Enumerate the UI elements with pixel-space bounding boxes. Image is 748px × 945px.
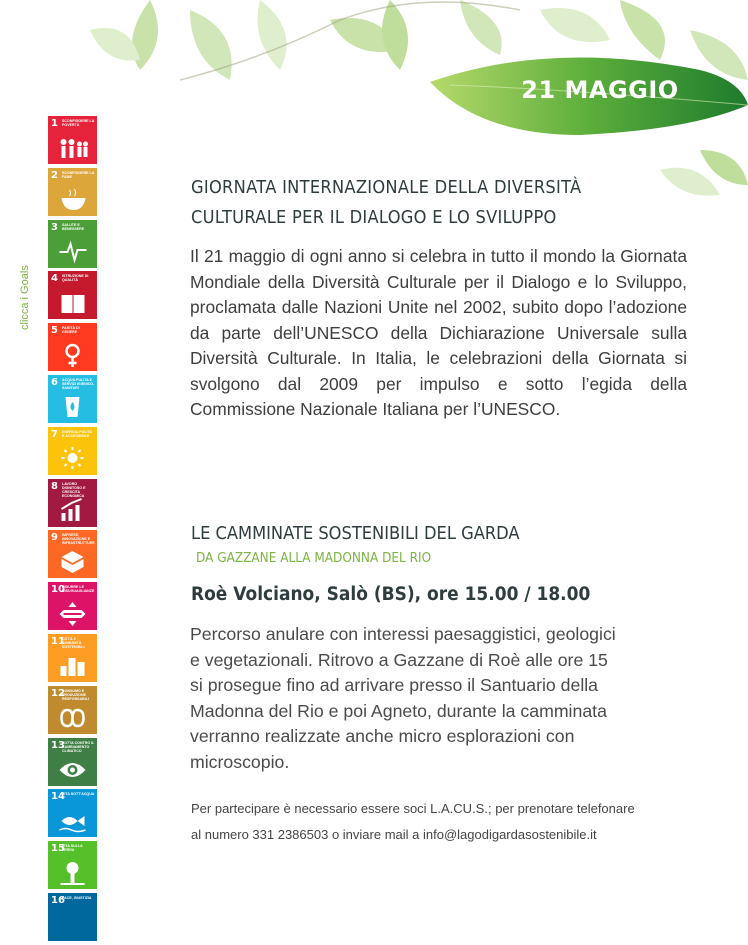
goal-title: VITA SULLA TERRA xyxy=(62,844,83,853)
goal-number: 13 xyxy=(51,739,65,751)
goal-number: 11 xyxy=(51,635,65,647)
goal-title: VITA SOTT'ACQUA xyxy=(62,792,95,797)
goal-tile-4[interactable] xyxy=(48,271,97,319)
goal-tile-12[interactable] xyxy=(48,686,97,734)
goal-title: SALUTE E BENESSERE xyxy=(62,222,85,231)
goal-title: PACE, GIUSTIZIA xyxy=(62,895,92,900)
goal-tile-13[interactable] xyxy=(48,738,97,786)
goal-2-icon xyxy=(57,186,88,213)
event2-location: Roè Volciano, Salò (BS), ore 15.00 / 18.00 xyxy=(191,584,591,605)
event2-body-line: e vegetazionali. Ritrovo a Gazzane di Roè alle ore 15 xyxy=(190,649,608,670)
event2-subtitle: DA GAZZANE ALLA MADONNA DEL RIO xyxy=(196,551,432,566)
goals-list xyxy=(48,116,97,945)
booking-note-line2: al numero 331 2386503 o inviare mail a info@lagodigardasostenibile.it xyxy=(191,827,597,842)
goal-tile-15[interactable] xyxy=(48,841,97,889)
goal-title: PARITÀ DI GENERE xyxy=(62,326,80,335)
goal-title: ENERGIA PULITA E ACCESSIBILE xyxy=(62,429,92,438)
goal-tile-16[interactable] xyxy=(48,893,97,941)
goal-number: 8 xyxy=(51,480,58,492)
goal-number: 5 xyxy=(51,325,58,337)
goal-15-icon xyxy=(57,859,88,886)
goal-6-icon xyxy=(57,393,88,420)
goal-tile-11[interactable] xyxy=(48,634,97,682)
goal-title: RIDURRE LE DISUGUAGLIANZE xyxy=(62,585,95,594)
booking-note xyxy=(191,796,711,848)
event2-title: LE CAMMINATE SOSTENIBILI DEL GARDA xyxy=(191,524,520,544)
goal-number: 14 xyxy=(51,791,65,803)
goal-title: ISTRUZIONE DI QUALITÀ xyxy=(62,274,89,283)
goal-1-icon xyxy=(57,134,88,161)
goal-number: 10 xyxy=(51,584,65,596)
goal-tile-8[interactable] xyxy=(48,479,97,527)
goal-tile-6[interactable] xyxy=(48,375,97,423)
goal-title: LOTTA CONTRO IL CAMBIAMENTO CLIMATICO xyxy=(62,740,95,753)
goal-tile-9[interactable] xyxy=(48,530,97,578)
event2-body-line: microscopio. xyxy=(190,751,290,772)
goal-title: SCONFIGGERE LA POVERTÀ xyxy=(62,119,95,127)
goal-number: 1 xyxy=(51,118,58,129)
goal-number: 7 xyxy=(51,428,58,440)
goal-number: 12 xyxy=(51,687,65,699)
goal-title: IMPRESE, INNOVAZIONE E INFRASTRUTTURE xyxy=(62,533,95,546)
goal-8-icon xyxy=(57,497,88,524)
event2-body-line: Madonna del Rio e poi Agneto, durante la camminata xyxy=(190,700,607,721)
goal-number: 16 xyxy=(51,894,65,906)
goal-tile-1[interactable] xyxy=(48,116,97,164)
goal-title: CITTÀ E COMUNITÀ SOSTENIBILI xyxy=(62,636,85,649)
goal-3-icon xyxy=(57,238,88,265)
goal-4-icon xyxy=(57,289,88,316)
goal-tile-2[interactable] xyxy=(48,168,97,216)
goal-14-icon xyxy=(57,807,88,834)
event2-body-line: Percorso anulare con interessi paesaggistici, geologici xyxy=(190,624,616,644)
goal-number: 9 xyxy=(51,532,58,544)
goal-title: LAVORO DIGNITOSO E CRESCITA ECONOMICA xyxy=(62,481,86,498)
goal-tile-5[interactable] xyxy=(48,323,97,371)
goal-12-icon xyxy=(57,704,88,731)
event2-body xyxy=(190,622,680,775)
goal-title: SCONFIGGERE LA FAME xyxy=(62,170,95,179)
goal-5-icon xyxy=(57,341,88,368)
side-label: clicca i Goals xyxy=(19,265,31,330)
goal-7-icon xyxy=(57,445,88,472)
goal-9-icon xyxy=(57,548,88,575)
goal-number: 15 xyxy=(51,843,65,855)
goal-tile-14[interactable] xyxy=(48,789,97,837)
goal-number: 2 xyxy=(51,169,58,181)
goal-tile-7[interactable] xyxy=(48,427,97,475)
event1-title-line2: CULTURALE PER IL DIALOGO E LO SVILUPPO xyxy=(191,208,557,228)
goal-title: CONSUMO E PRODUZIONE RESPONSABILI xyxy=(62,688,89,701)
goal-11-icon xyxy=(57,652,88,679)
event1-body: Il 21 maggio di ogni anno si celebra in tutto il mondo la Giornata Mondiale della Diversità Culturale per il Dialogo e lo Sviluppo, proclamata dalle Nazioni Unite nel 2002, subito dopo l’adozione da parte dell’UNESCO della Dichiarazione Universale sulla Diversità Culturale. In Italia, le celebrazioni della Giornata si svolgono dal 2009 per impulso e sotto l’egida della Commissione Nazionale Italiana per l’UNESCO. xyxy=(190,246,687,419)
booking-note-line1: Per partecipare è necessario essere soci L.A.CU.S.; per prenotare telefonare xyxy=(191,801,635,816)
goal-number: 6 xyxy=(51,376,58,388)
event1-title-line1: GIORNATA INTERNAZIONALE DELLA DIVERSITÀ xyxy=(191,178,582,198)
event1-title xyxy=(191,173,628,233)
goal-title: ACQUA PULITA E SERVIZI IGIENICO-SANITARI xyxy=(62,377,95,390)
goal-number: 4 xyxy=(51,273,58,285)
goal-tile-3[interactable] xyxy=(48,220,97,268)
goal-10-icon xyxy=(57,600,88,627)
event2-body-line: si prosegue fino ad arrivare presso il Santuario della xyxy=(190,675,599,695)
goal-tile-10[interactable] xyxy=(48,582,97,630)
goal-13-icon xyxy=(57,756,88,783)
event2-body-line: verranno realizzate anche micro esplorazioni con xyxy=(190,726,575,746)
goal-number: 3 xyxy=(51,221,58,233)
date-banner-text: 21 MAGGIO xyxy=(521,76,679,104)
